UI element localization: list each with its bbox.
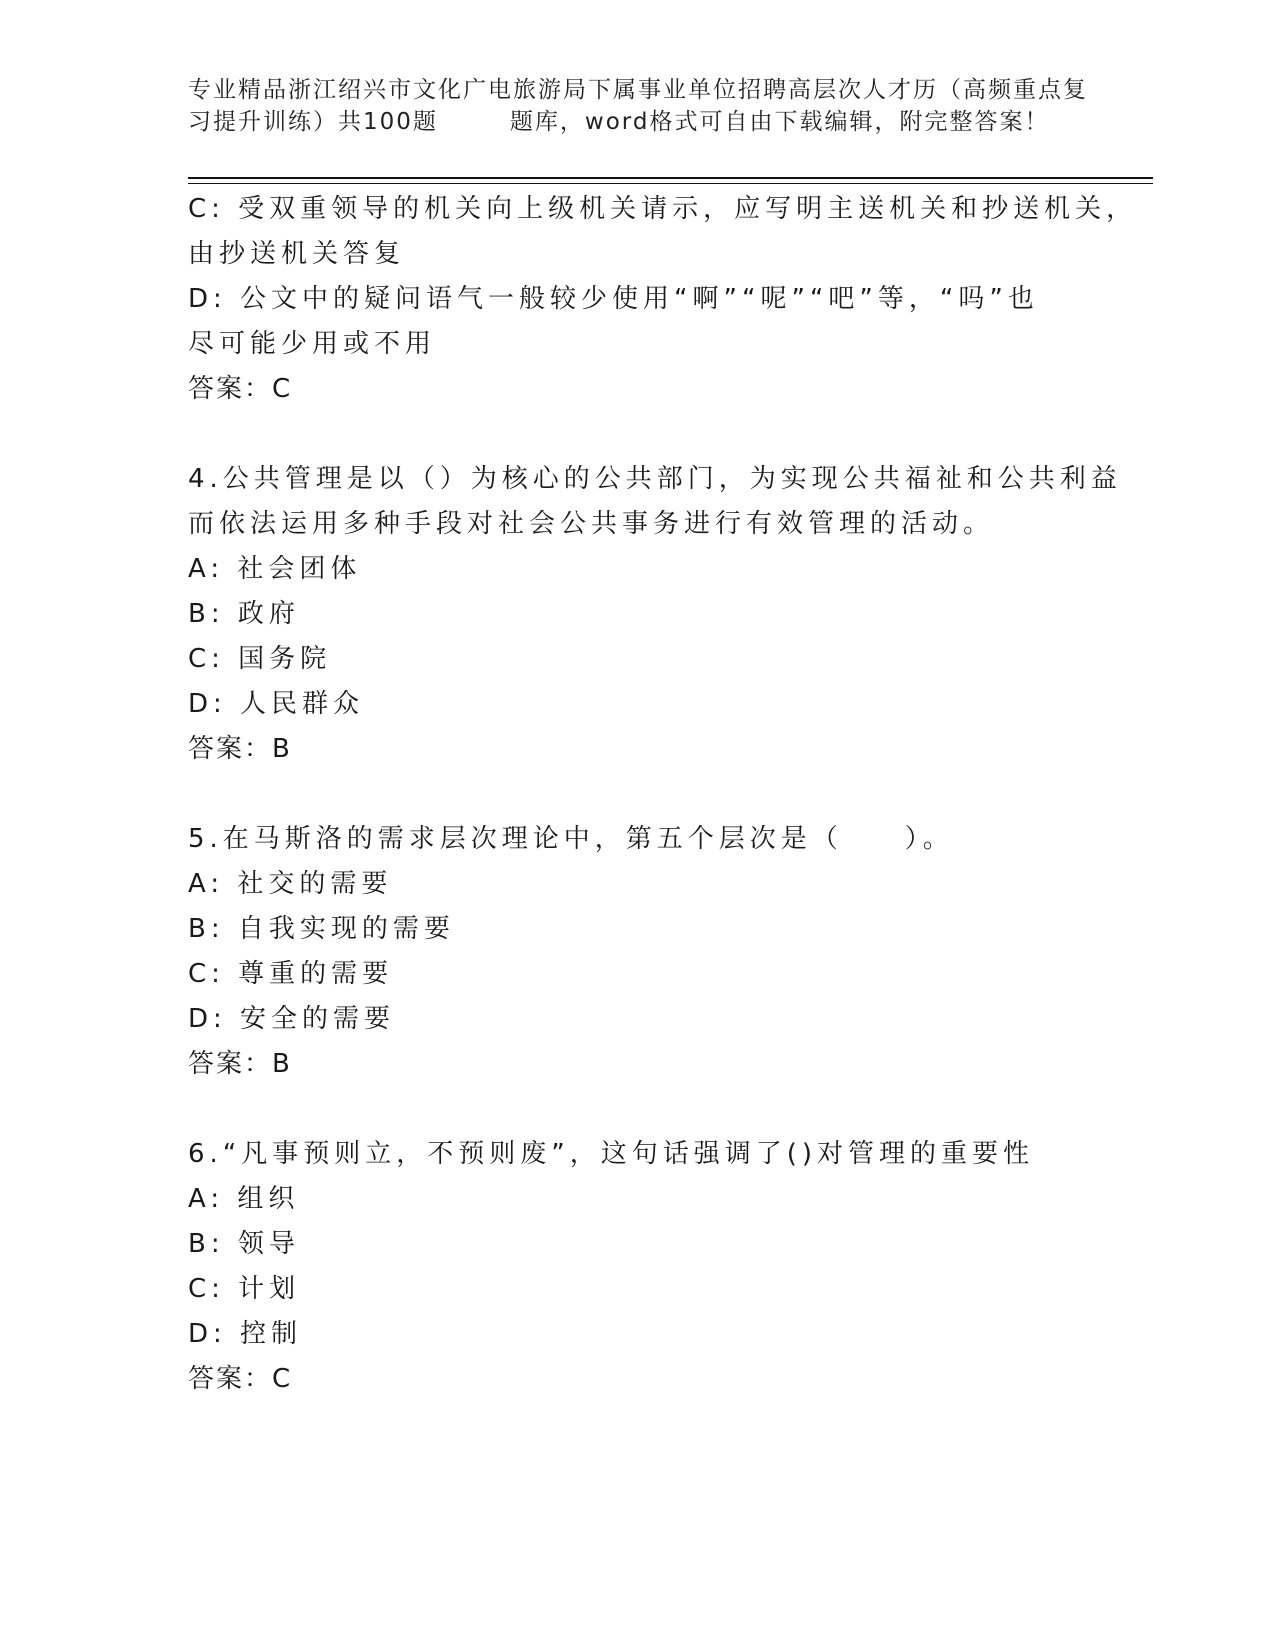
q5-option-d: D: 安全的需要 — [188, 1004, 396, 1034]
document-header — [188, 74, 1088, 138]
header-divider-thick — [188, 177, 1153, 179]
q6-option-d: D: 控制 — [188, 1319, 303, 1349]
q6-stem: 6.“凡事预则立，不预则废”，这句话强调了()对管理的重要性 — [188, 1139, 1035, 1169]
q4-option-d: D: 人民群众 — [188, 689, 365, 719]
header-line-2-part-1: 习提升训练）共100题 — [188, 109, 438, 135]
q4-option-b: B: 政府 — [188, 599, 300, 629]
q6-option-a: A: 组织 — [188, 1184, 300, 1214]
q3-option-d-line-1: D: 公文中的疑问语气一般较少使用“啊”“呢”“吧”等，“吗”也 — [188, 284, 1039, 314]
header-line-2-part-2: 题库，word格式可自由下载编辑，附完整答案！ — [509, 109, 1050, 135]
header-line-1: 专业精品浙江绍兴市文化广电旅游局下属事业单位招聘高层次人才历（高频重点复 — [188, 77, 1088, 103]
q3-answer: 答案：C — [188, 374, 293, 404]
q4-answer: 答案：B — [188, 734, 292, 764]
q3-option-c-line-2: 由抄送机关答复 — [188, 239, 406, 269]
q5-option-a: A: 社交的需要 — [188, 869, 393, 899]
q4-stem-line-2: 而依法运用多种手段对社会公共事务进行有效管理的活动。 — [188, 509, 995, 539]
q6-option-c: C: 计划 — [188, 1274, 301, 1304]
header-line-2 — [188, 106, 1088, 138]
q4-option-a: A: 社会团体 — [188, 554, 362, 584]
q5-answer: 答案：B — [188, 1049, 292, 1079]
q5-option-c: C: 尊重的需要 — [188, 959, 394, 989]
q4-option-c: C: 国务院 — [188, 644, 332, 674]
q3-option-d-line-2: 尽可能少用或不用 — [188, 329, 437, 359]
header-divider-thin — [188, 183, 1153, 184]
q5-stem: 5.在马斯洛的需求层次理论中，第五个层次是（ ）。 — [188, 824, 954, 854]
q6-option-b: B: 领导 — [188, 1229, 300, 1259]
q5-option-b: B: 自我实现的需要 — [188, 914, 455, 944]
q6-answer: 答案：C — [188, 1364, 293, 1394]
q3-option-c-line-1: C: 受双重领导的机关向上级机关请示，应写明主送机关和抄送机关， — [188, 194, 1138, 224]
q4-stem-line-1: 4.公共管理是以（）为核心的公共部门，为实现公共福祉和公共利益 — [188, 464, 1122, 494]
